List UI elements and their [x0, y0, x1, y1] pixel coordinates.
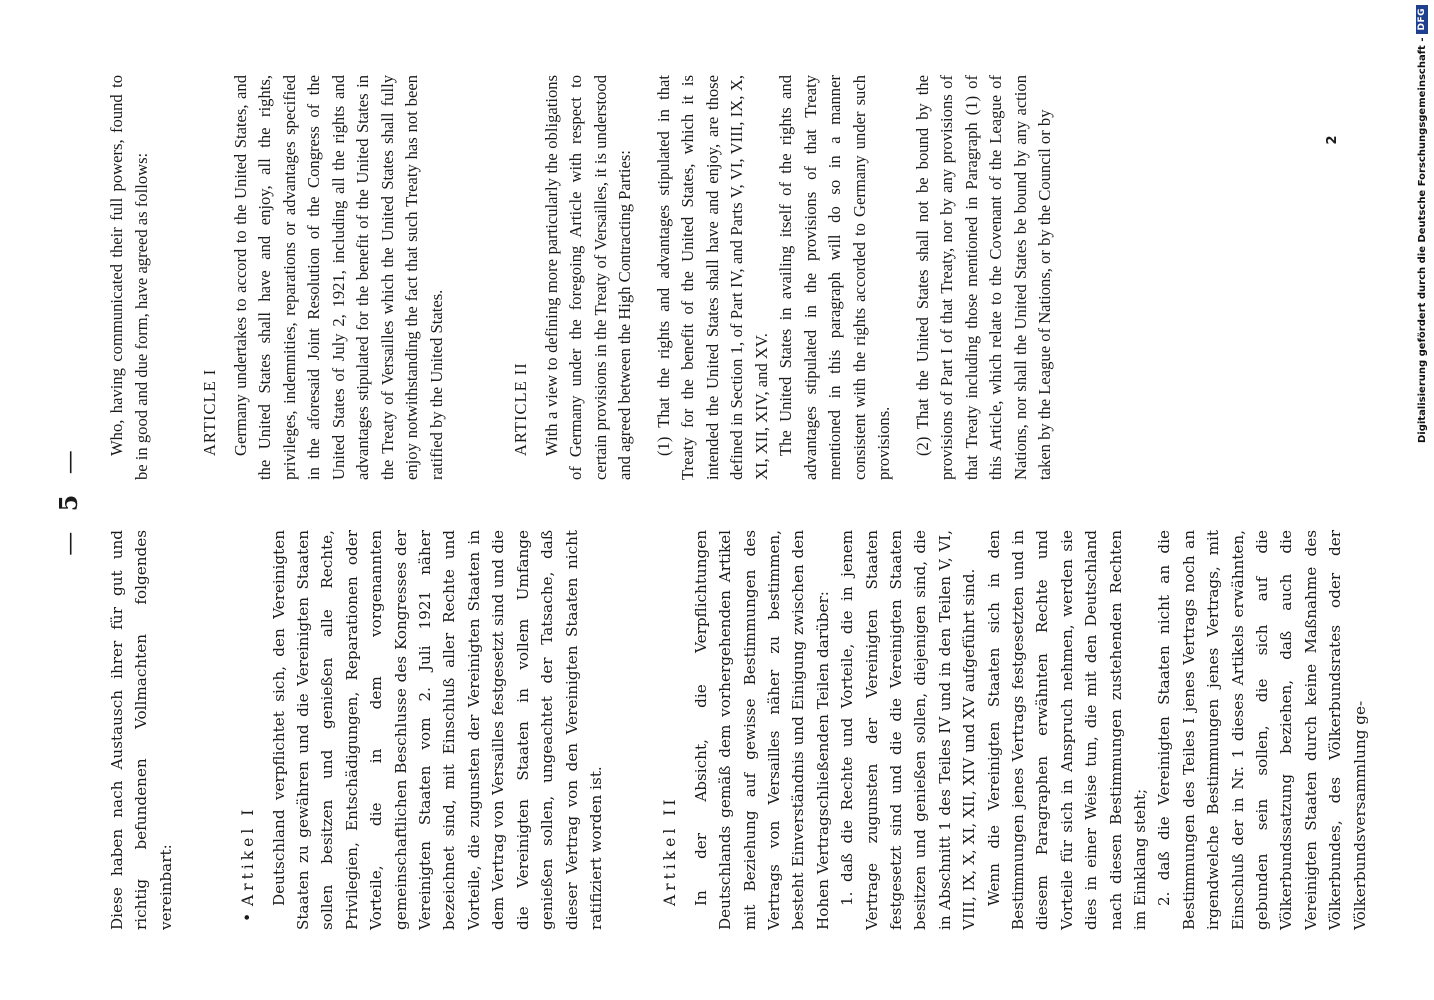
english-intro: Who, having communicated their full powers, found to be in good and due form, have agreed as follows:: [107, 75, 151, 480]
digitization-credit: [1412, 5, 1432, 444]
german-article2-intro: In der Absicht, die Verpflichtungen Deutschlands gemäß dem vorhergehenden Artikel mit Beziehung auf gewisse Bestimmungen des Vertrags von Versailles näher zu bestimmen, besteht Einverständnis und Einigung zwischen den Hohen Vertragschließenden Teilen darüber:: [691, 530, 832, 930]
page-number-dash-right: —: [55, 444, 83, 475]
german-intro: Diese haben nach Austausch ihrer für gut und richtig befundenen Vollmachten folgendes vereinbart:: [108, 530, 175, 930]
german-article1-heading: •Artikel I: [239, 805, 258, 922]
credit-text: Digitalisierung gefördert durch die Deutsche Forschungsgemeinschaft -: [1416, 37, 1428, 444]
german-article2-paragraph-2: 2. daß die Vereinigten Staaten nicht an die Bestimmungen des Teiles I jenes Vertrags noch an irgendwelche Bestimmungen jenes Vertrags, mit Einschluß der in Nr. 1 dieses Artikels erwähnten, gebunden sein sollen, die sich auf die Völkerbundssatzung beziehen, daß auch die Vereinigten Staaten durch keine Maßnahme des Völkerbundes, des Völkerbundsrates oder der Völkerbundsversammlung ge-: [1155, 530, 1369, 930]
footer-page-number: 2: [1325, 135, 1340, 145]
english-article1-heading: ARTICLE I: [200, 368, 219, 456]
english-article2-heading: ARTICLE II: [511, 362, 530, 456]
german-article2-heading: Artikel II: [661, 795, 680, 906]
english-column: [105, 75, 1058, 480]
german-article1-heading-text: Artikel I: [239, 805, 258, 906]
german-column: [105, 530, 1372, 930]
german-article2-paragraph-1: 1. daß die Rechte und Vorteile, die in jenem Vertrage zugunsten der Vereinigten Staaten festgesetzt sind und die die Vereinigten Staaten besitzen und genießen sollen, diejenigen sind, die in Abschnitt 1 des Teiles IV und in den Teilen V, VI, VIII, IX, X, XI, XII, XIV und XV aufgeführt sind.: [838, 530, 979, 930]
german-article2-paragraph-1b: Wenn die Vereinigten Staaten sich in den Bestimmungen jenes Vertrags festgesetzten und in diesem Paragraphen erwähnten Rechte und Vorteile für sich in Anspruch nehmen, werden sie dies in einer Weise tun, die mit den Deutschland nach diesen Bestimmungen zustehenden Rechten im Einklang steht;: [984, 530, 1150, 930]
english-article1-text: Germany undertakes to accord to the United States, and the United States shall have and enjoy, all the rights, privileges, indemnities, reparations or advantages specified in the aforesaid Joint Resolution of the Congress of the United States of July 2, 1921, including all the rights and advantages stipulated for the benefit of the United States in the Treaty of Versailles which the United States shall fully enjoy notwithstanding the fact that such Treaty has not been ratified by the United States.: [230, 75, 446, 480]
page-number-dash-left: —: [55, 525, 83, 556]
page-number: [54, 0, 94, 1000]
english-article2-intro: With a view to defining more particularly the obligations of Germany under the foregoing Article with respect to certain provisions in the Treaty of Versailles, it is understood and agreed between the High Contracting Parties:: [541, 75, 634, 480]
english-article2-paragraph-1b: The United States in availing itself of the rights and advantages stipulated in the provisions of that Treaty mentioned in this paragraph will do so in a manner consistent with the rights accorded to Germany under such provisions.: [776, 75, 893, 480]
german-article1-text: Deutschland verpflichtet sich, den Vereinigten Staaten zu gewähren und die Vereinigten Staaten sollen besitzen und genießen alle Rechte, Privilegien, Entschädigungen, Reparationen oder Vorteile, die in dem vorgenannten gemeinschaftlichen Beschlusse des Kongresses der Vereinigten Staaten vom 2. Juli 1921 näher bezeichnet sind, mit Einschluß aller Rechte und Vorteile, die zugunsten der Vereinigten Staaten in dem Vertrag von Versailles festgesetzt sind und die die Vereinigten Staaten in vollem Umfange genießen sollen, ungeachtet der Tatsache, daß dieser Vertrag von den Vereinigten Staaten nicht ratifiziert worden ist.: [269, 530, 605, 930]
page-number-value: 5: [54, 488, 83, 512]
dfg-logo-icon: DFG: [1416, 5, 1428, 34]
english-article2-paragraph-2: (2) That the United States shall not be bound by the provisions of Part I of that Treaty, nor by any provisions of that Treaty including those mentioned in Paragraph (1) of this Article, which relate to the Covenant of the League of Nations, nor shall the United States be bound by any action taken by the League of Nations, or by the Council or by: [912, 75, 1054, 480]
english-article2-paragraph-1: (1) That the rights and advantages stipulated in that Treaty for the benefit of the United States, which it is intended the United States shall have and enjoy, are those defined in Section 1, of Part IV, and Parts V, VI, VIII, IX, X, XI, XII, XIV, and XV.: [653, 75, 771, 480]
